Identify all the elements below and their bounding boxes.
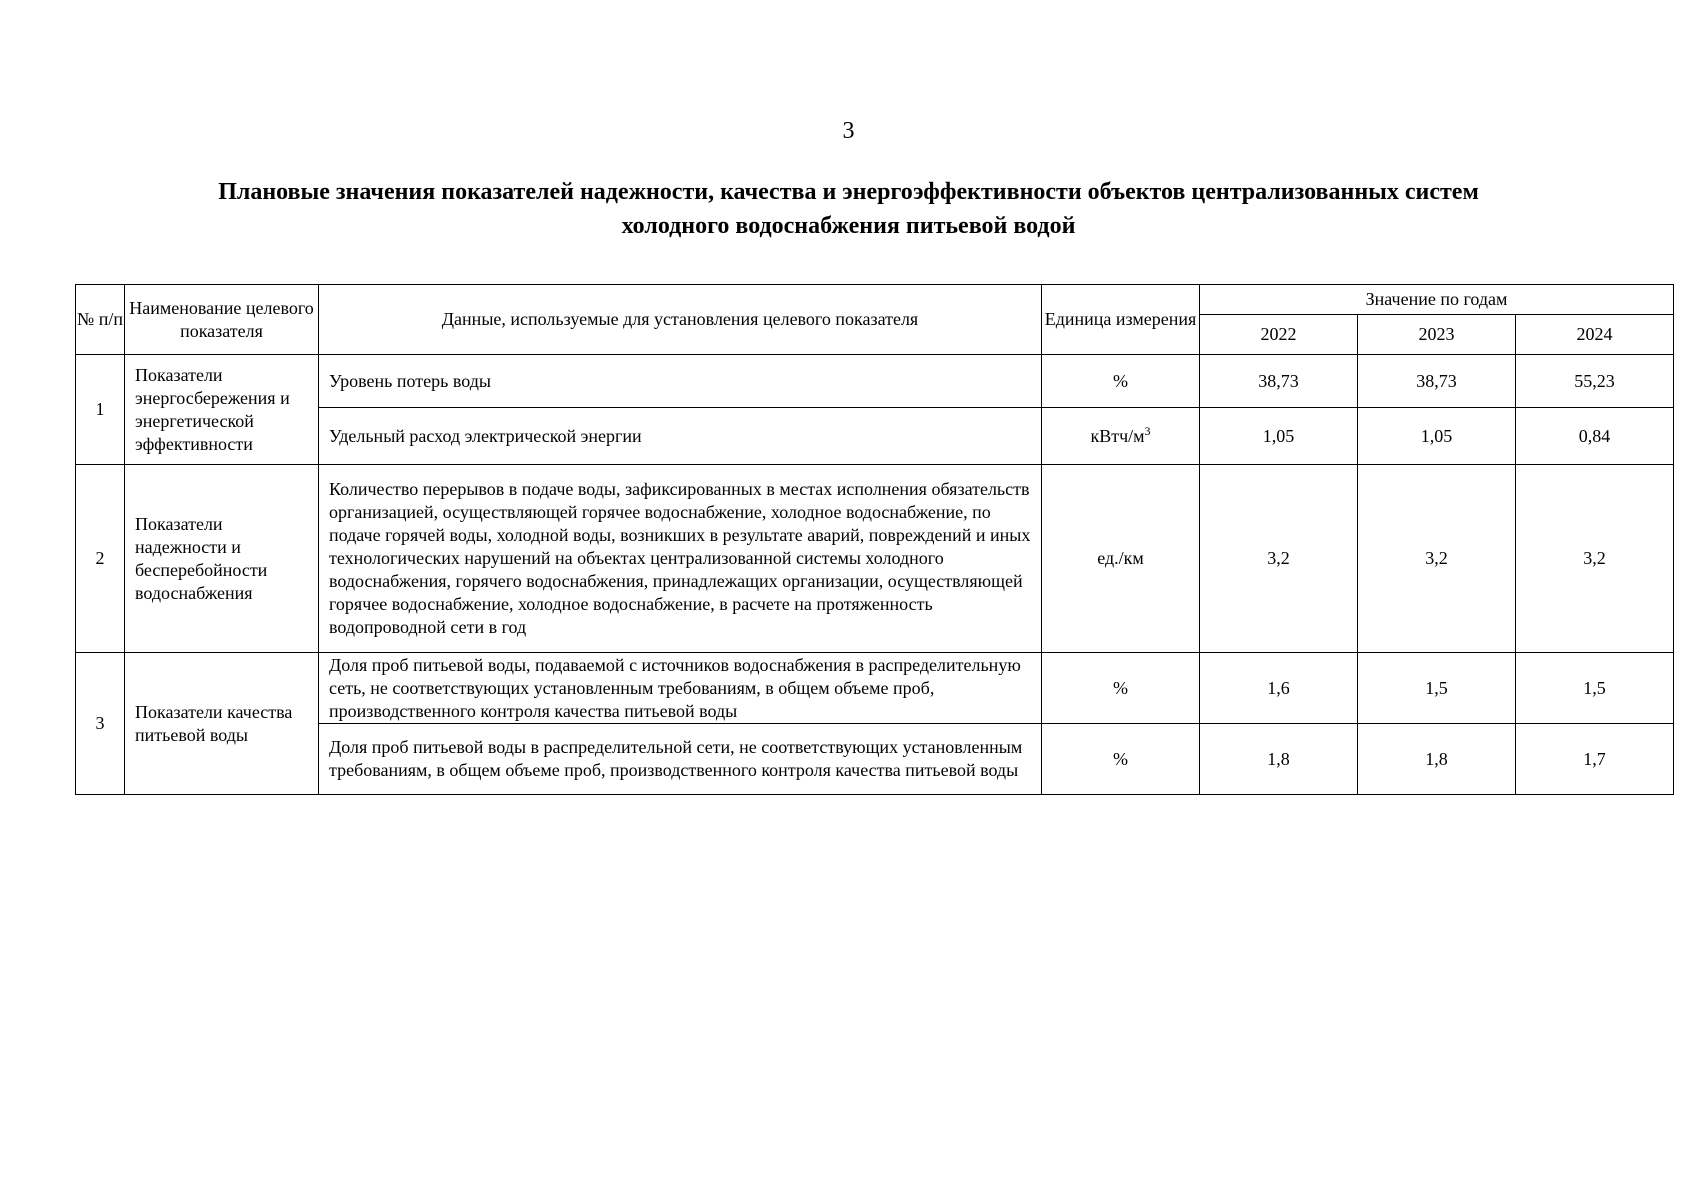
indicator-data: Доля проб питьевой воды, подаваемой с источников водоснабжения в распределительную сеть, не соответствующих установленным требованиям, в общем объеме проб, производственного контроля качества питьевой воды xyxy=(319,653,1042,724)
table-row xyxy=(76,465,1674,653)
unit-superscript: 3 xyxy=(1144,423,1151,438)
header-year: 2024 xyxy=(1516,315,1674,355)
header-year: 2022 xyxy=(1200,315,1358,355)
row-number: 3 xyxy=(76,653,125,795)
value-2024: 0,84 xyxy=(1516,408,1674,465)
value-2022: 38,73 xyxy=(1200,355,1358,408)
value-2023: 1,5 xyxy=(1358,653,1516,724)
header-name: Наименование целевого показателя xyxy=(125,285,319,355)
value-2024: 1,5 xyxy=(1516,653,1674,724)
indicator-data: Удельный расход электрической энергии xyxy=(319,408,1042,465)
indicators-table xyxy=(75,284,1674,795)
row-number: 1 xyxy=(76,355,125,465)
header-data: Данные, используемые для установления целевого показателя xyxy=(319,285,1042,355)
title-line-2: холодного водоснабжения питьевой водой xyxy=(621,213,1076,239)
table-row xyxy=(76,355,1674,408)
header-year: 2023 xyxy=(1358,315,1516,355)
unit-cell: % xyxy=(1042,653,1200,724)
unit-cell: % xyxy=(1042,355,1200,408)
title-line-1: Плановые значения показателей надежности, качества и энергоэффективности объектов централизованных систем xyxy=(218,179,1479,205)
table-header xyxy=(76,285,1674,355)
unit-cell xyxy=(1042,408,1200,465)
document-title xyxy=(100,175,1597,243)
unit-text: кВтч/м xyxy=(1090,425,1145,446)
value-2023: 1,8 xyxy=(1358,724,1516,795)
value-2022: 3,2 xyxy=(1200,465,1358,653)
value-2024: 3,2 xyxy=(1516,465,1674,653)
value-2023: 3,2 xyxy=(1358,465,1516,653)
value-2023: 38,73 xyxy=(1358,355,1516,408)
unit-cell: ед./км xyxy=(1042,465,1200,653)
row-number: 2 xyxy=(76,465,125,653)
page-number: 3 xyxy=(842,118,855,144)
indicator-data: Доля проб питьевой воды в распределительной сети, не соответствующих установленным требованиям, в общем объеме проб, производственного контроля качества питьевой воды xyxy=(319,724,1042,795)
header-unit: Единица измерения xyxy=(1042,285,1200,355)
indicator-name: Показатели энергосбережения и энергетической эффективности xyxy=(125,355,319,465)
indicator-data: Количество перерывов в подаче воды, зафиксированных в местах исполнения обязательств организацией, осуществляющей горячее водоснабжение, холодное водоснабжение, по подаче горячей воды, холодной воды, возникших в результате аварий, повреждений и иных технологических нарушений на объектах централизованной системы холодного водоснабжения, горячего водоснабжения, принадлежащих организации, осуществляющей горячее водоснабжение, холодное водоснабжение, в расчете на протяженность водопроводной сети в год xyxy=(319,465,1042,653)
value-2023: 1,05 xyxy=(1358,408,1516,465)
indicator-name: Показатели надежности и бесперебойности водоснабжения xyxy=(125,465,319,653)
value-2022: 1,8 xyxy=(1200,724,1358,795)
value-2022: 1,6 xyxy=(1200,653,1358,724)
header-years-group: Значение по годам xyxy=(1200,285,1674,315)
indicator-name: Показатели качества питьевой воды xyxy=(125,653,319,795)
value-2022: 1,05 xyxy=(1200,408,1358,465)
table-row xyxy=(76,653,1674,724)
table-body xyxy=(76,355,1674,795)
value-2024: 1,7 xyxy=(1516,724,1674,795)
unit-cell: % xyxy=(1042,724,1200,795)
header-num: № п/п xyxy=(76,285,125,355)
value-2024: 55,23 xyxy=(1516,355,1674,408)
indicator-data: Уровень потерь воды xyxy=(319,355,1042,408)
